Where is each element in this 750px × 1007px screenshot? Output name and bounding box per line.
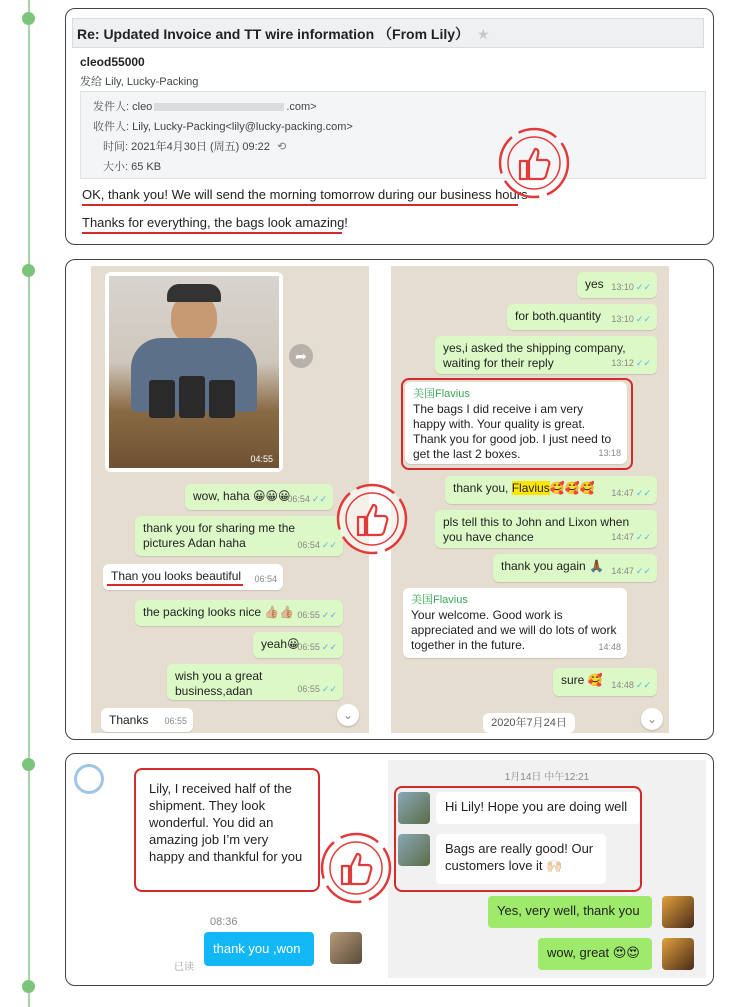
- chat-message: [435, 336, 657, 374]
- message-time: 06:55 ✓✓: [297, 642, 337, 652]
- message-time: 13:18: [598, 448, 621, 458]
- message-text: thank you,: [453, 481, 512, 495]
- from-suffix: .com>: [286, 101, 317, 113]
- sent-to: 发给 Lily, Lucky-Packing: [80, 76, 199, 88]
- message-text: Than you looks beautiful: [111, 569, 242, 583]
- email-meta: [80, 91, 706, 179]
- message-text: thank you again 🙏🏾: [501, 559, 605, 573]
- whatsapp-card: [65, 259, 714, 740]
- from-row: [93, 98, 317, 114]
- message-time: 13:12 ✓✓: [611, 358, 651, 368]
- message-time: 14:47 ✓✓: [611, 488, 651, 498]
- clock-icon[interactable]: ⟲: [276, 141, 287, 153]
- message-time: 06:54: [254, 574, 277, 584]
- date-separator: 2020年7月24日: [483, 713, 575, 733]
- message-time: 14:47 ✓✓: [611, 532, 651, 542]
- message-text: sure 🥰: [561, 673, 603, 687]
- chat-message: [103, 564, 283, 590]
- email-body-line: Thanks for everything, the bags look amazing!: [82, 215, 348, 230]
- message-text: the packing looks nice 👍🏼👍🏼: [143, 605, 295, 619]
- message-text: yes,i asked the shipping company, waiting for their reply: [443, 341, 626, 370]
- message-text: Your welcome. Good work is appreciated and we will do lots of work together in the future.: [411, 608, 617, 652]
- highlight-box: [401, 378, 633, 470]
- timeline-dot: [22, 758, 35, 771]
- timeline-line: [28, 0, 30, 1007]
- from-value: cleo: [132, 101, 153, 113]
- chat-message: [403, 588, 627, 658]
- chat-message: [101, 708, 193, 732]
- sender-name: cleod55000: [80, 55, 145, 69]
- chat-right: [391, 266, 669, 733]
- chat-message: Bags are really good! Our customers love it 🙌🏻: [436, 834, 606, 884]
- to-value: Lily, Lucky-Packing<lily@lucky-packing.com>: [132, 121, 353, 133]
- bag: [179, 376, 205, 418]
- email-subject: Re: Updated Invoice and TT wire information （From Lily）: [77, 26, 470, 42]
- thumbs-up-stamp-icon: [334, 481, 410, 557]
- message-time: 08:36: [210, 916, 238, 928]
- avatar[interactable]: [662, 896, 694, 928]
- underline: [82, 232, 342, 234]
- reply-message: wow, great 😍😍: [538, 938, 652, 970]
- chat-message: Lily, I received half of the shipment. They look wonderful. You did an amazing job I’m very happy and thankful for you: [140, 774, 316, 888]
- message-time: 06:54 ✓✓: [297, 540, 337, 550]
- chat-message: [577, 272, 657, 298]
- timeline-dot: [22, 264, 35, 277]
- chat-message: [553, 668, 657, 696]
- message-text: wish you a great business,adan: [175, 669, 263, 698]
- underline: [82, 204, 518, 206]
- highlight-box: [394, 786, 642, 892]
- chat-message: [445, 476, 657, 504]
- message-text: Thanks: [109, 713, 149, 727]
- forward-icon[interactable]: ➦: [289, 344, 313, 368]
- chat-message: [167, 664, 343, 700]
- avatar[interactable]: [330, 932, 362, 964]
- timeline-dot: [22, 12, 35, 25]
- chat-message: Hi Lily! Hope you are doing well: [436, 792, 640, 824]
- message-text: for both.quantity: [515, 309, 602, 323]
- bag: [209, 380, 235, 418]
- thumbs-up-stamp-icon: [318, 830, 394, 906]
- chat-message: [185, 484, 333, 510]
- message-time: 06:54 ✓✓: [287, 494, 327, 504]
- scroll-down-icon[interactable]: ⌄: [337, 704, 359, 726]
- message-text: yes: [585, 277, 604, 291]
- time-value: 2021年4月30日 (周五) 09:22: [131, 141, 270, 153]
- chat-right: [388, 760, 706, 978]
- cap: [167, 284, 221, 302]
- email-body-line: OK, thank you! We will send the morning tomorrow during our business hours: [82, 187, 528, 202]
- message-time: 13:10 ✓✓: [611, 282, 651, 292]
- message-time: 13:10 ✓✓: [611, 314, 651, 324]
- highlighted-name: Flavius: [511, 481, 550, 495]
- message-emoji: 🥰🥰🥰: [549, 481, 595, 495]
- star-icon[interactable]: ★: [476, 26, 490, 42]
- chat-message: [493, 554, 657, 582]
- sender-name: 美国Flavius: [413, 388, 470, 400]
- app-logo-icon: [74, 764, 104, 794]
- chat-message: [135, 600, 343, 626]
- customer-photo: [109, 276, 279, 468]
- thumbs-up-stamp-icon: [496, 125, 572, 201]
- message-time: 06:55 ✓✓: [297, 610, 337, 620]
- chat-message: [135, 516, 343, 556]
- photo-message[interactable]: [105, 272, 283, 472]
- chat-message: [507, 304, 657, 330]
- time-label: 时间:: [103, 141, 129, 153]
- chat-timestamp: 1月14日 中午12:21: [504, 772, 590, 783]
- to-row: [93, 118, 353, 134]
- email-card: [65, 8, 714, 245]
- message-time: 06:55 ✓✓: [297, 684, 337, 694]
- size-value: 65 KB: [131, 161, 162, 173]
- message-text: yeah😀: [261, 637, 300, 651]
- message-text: wow, haha 😀😀😀: [193, 489, 291, 503]
- time-row: [103, 138, 286, 154]
- email-subject-bar: [72, 18, 704, 48]
- from-label: 发件人:: [93, 101, 130, 113]
- to-label: 收件人:: [93, 121, 130, 133]
- highlight-box: [134, 768, 320, 892]
- reply-message: thank you ,won: [204, 932, 314, 966]
- qq-card: [65, 753, 714, 986]
- bag: [149, 380, 175, 418]
- sender-name: 美国Flavius: [411, 594, 468, 606]
- message-time: 14:48 ✓✓: [611, 680, 651, 690]
- message-text: The bags I did receive i am very happy with. Your quality is great. Thank you for good job. I just need to get the last 2 boxes.: [413, 402, 612, 461]
- chat-left: [91, 266, 369, 733]
- photo-time: 04:55: [250, 454, 273, 464]
- avatar[interactable]: [662, 938, 694, 970]
- chat-message: [435, 510, 657, 548]
- message-text: pls tell this to John and Lixon when you have chance: [443, 515, 630, 544]
- size-row: [103, 158, 161, 174]
- size-label: 大小:: [103, 161, 129, 173]
- redacted-bar: [154, 103, 284, 111]
- reply-message: Yes, very well, thank you: [488, 896, 652, 928]
- chat-message: [253, 632, 343, 658]
- scroll-down-icon[interactable]: ⌄: [641, 708, 663, 730]
- message-time: 14:48: [598, 642, 621, 652]
- message-time: 14:47 ✓✓: [611, 566, 651, 576]
- message-text: thank you for sharing me the pictures Adan haha: [143, 521, 296, 550]
- message-time: 06:55: [164, 716, 187, 726]
- timeline-dot: [22, 980, 35, 993]
- read-status: 已读: [174, 962, 194, 973]
- underline: [107, 584, 243, 586]
